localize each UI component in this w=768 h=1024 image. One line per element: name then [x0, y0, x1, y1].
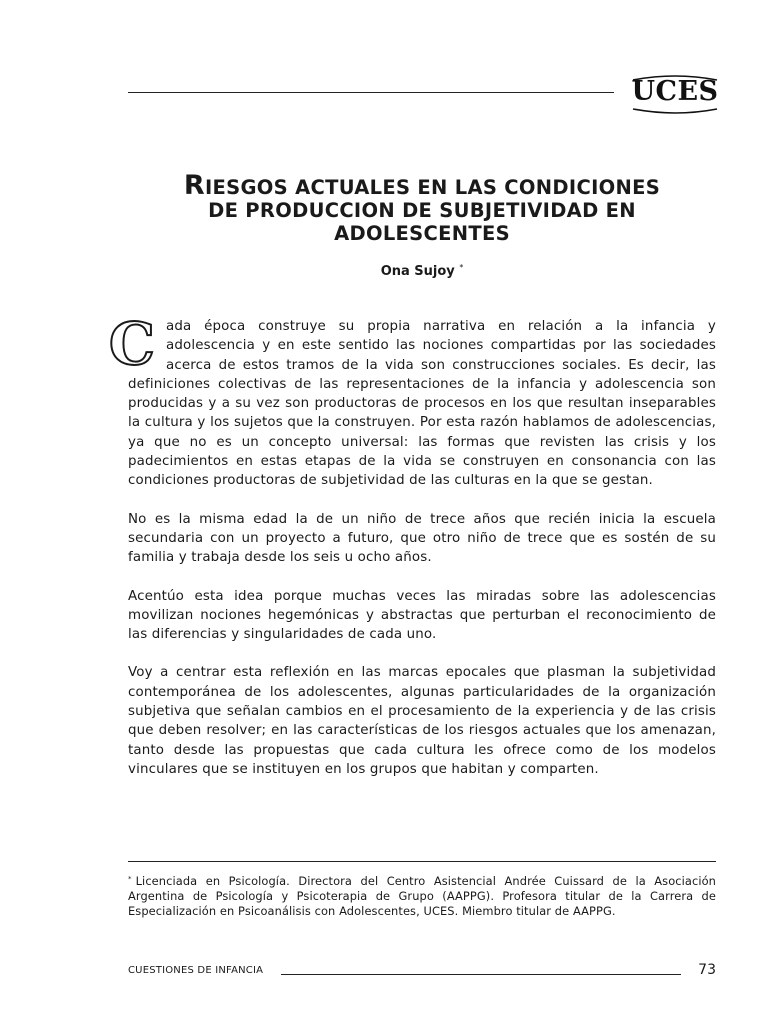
- title-line-1-rest: IESGOS ACTUALES EN LAS CONDICIONES: [204, 176, 661, 199]
- logo-swoosh: [631, 74, 719, 118]
- title-initial: R: [183, 170, 205, 201]
- footnote-mark: *: [128, 875, 132, 883]
- title-line-2: DE PRODUCCION DE SUBJETIVIDAD EN: [208, 199, 636, 222]
- running-title: CUESTIONES DE INFANCIA: [128, 965, 264, 976]
- paragraph-3: Acentúo esta idea porque muchas veces las miradas sobre las adolescencias movilizan nociones hegemónicas y abstractas que perturban el reconocimiento de las diferencias y singularidades de cada uno.: [128, 588, 716, 643]
- author-byline: [128, 263, 716, 279]
- paragraph-1-text: ada época construye su propia narrativa en relación a la infancia y adolescencia y en este sentido las nociones compartidas por las sociedades acerca de estos tramos de la vida son construcciones sociales. Es decir, las definiciones colectivas de las representaciones de la infancia y adolescencia son producidas y a su vez son productoras de procesos en los que resultan inseparables la cultura y los sujetos que la construyen. Por esta razón hablamos de adolescencias, ya que no es un concepto universal: las formas que revisten las crisis y los padecimientos en estas etapas de la vida se construyen en consonancia con las condiciones productoras de subjetividad de las culturas en la que se gestan.: [128, 319, 716, 489]
- title-line-1: [128, 170, 716, 201]
- footnote: [128, 872, 716, 919]
- footnote-rule: [128, 861, 716, 862]
- author-name: Ona Sujoy: [380, 264, 455, 279]
- header-rule: [128, 92, 614, 93]
- article-title: [128, 170, 716, 245]
- logo-text: UCES: [631, 76, 719, 107]
- paragraph-1: [108, 310, 716, 491]
- article-body: [108, 310, 716, 798]
- title-line-3: ADOLESCENTES: [334, 222, 510, 245]
- drop-cap: C: [108, 310, 156, 378]
- uces-logo: [631, 74, 719, 118]
- page-number: 73: [698, 962, 716, 978]
- footnote-text: Licenciada en Psicología. Directora del Centro Asistencial Andrée Cuissard de la Asociación Argentina de Psicología y Psicoterapia de Grupo (AAPPG). Profesora titular de la Carrera de Especialización en Psicoanálisis con Adolescentes, UCES. Miembro titular de AAPPG.: [128, 874, 716, 918]
- author-footnote-mark: *: [459, 263, 464, 272]
- paragraph-4: Voy a centrar esta reflexión en las marcas epocales que plasman la subjetividad contemporánea de los adolescentes, algunas particularidades de la organización subjetiva que señalan cambios en el procesamiento de la experiencia y de las crisis que deben resolver; en las características de los riesgos actuales que los amenazan, tanto desde las propuestas que cada cultura les ofrece como de los modelos vinculares que se instituyen en los grupos que habitan y comparten.: [128, 665, 716, 777]
- paragraph-2: No es la misma edad la de un niño de trece años que recién inicia la escuela secundaria con un proyecto a futuro, que otro niño de trece que es sostén de su familia y trabaja desde los seis u ocho años.: [128, 511, 716, 566]
- footer-rule: [281, 974, 681, 975]
